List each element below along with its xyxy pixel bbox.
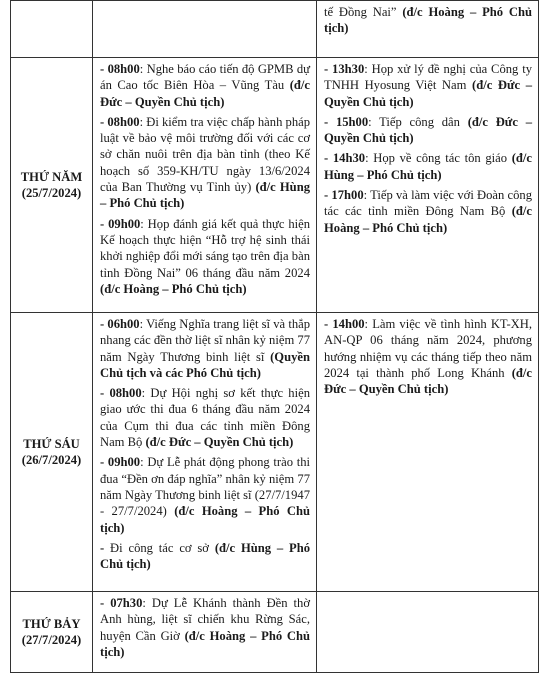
schedule-entry [324,61,532,110]
entry-assignee: (đ/c Hoàng – Phó Chủ tịch) [324,5,532,36]
entry-time: 13h30 [332,62,365,76]
schedule-entry [100,595,310,660]
entry-assignee: (đ/c Hoàng – Phó Chủ tịch) [100,281,247,296]
entry-bullet: - [100,317,108,331]
entry-assignee: (đ/c Đức – Quyền Chủ tịch) [100,78,310,109]
entry-assignee: (đ/c Hoàng – Phó Chủ tịch) [324,204,532,235]
schedule-entry [324,187,532,236]
day-date: (25/7/2024) [21,186,82,200]
day-cell [11,1,93,58]
schedule-entry [324,316,532,397]
afternoon-cell [317,313,539,592]
entry-text: : Nghe báo cáo tiến độ GPMB dự án Cao tốc Biên Hòa – Vũng Tàu [100,62,311,93]
entry-text: : Dự Lễ phát động phong trào thi đua “Đền ơn đáp nghĩa” nhân kỷ niệm 77 năm Ngày Thương binh liệt sĩ (27/7/1947 - 27/7/2024) [100,455,310,519]
day-date: (27/7/2024) [21,633,82,647]
afternoon-cell [317,58,539,313]
entry-text: : Đi kiểm tra việc chấp hành pháp luật về bảo vệ môi trường đối với các cơ sở chăn nuôi trên địa bàn tỉnh (theo Kế hoạch số 359-KH/TU ngày 13/6/2024 của Ban Thường vụ Tỉnh ủy) [100,114,311,195]
afternoon-cell [317,1,539,58]
schedule-table [10,0,539,673]
schedule-entry [100,540,310,573]
entry-text: Đi công tác cơ sở [110,540,215,555]
entry-time: 08h00 [107,62,140,76]
entry-bullet: - [100,540,111,555]
entry-text: tế Đồng Nai” [324,5,403,19]
schedule-entry [100,385,310,450]
entry-text: : Dự Hội nghị sơ kết thực hiện giao ước thi đua 6 tháng đầu năm 2024 của Cụm thi đua các tỉnh miền Đông Nam Bộ [100,386,310,450]
morning-cell [93,313,317,592]
entry-time: 09h00 [108,216,141,231]
entry-bullet: - [324,114,336,129]
entry-time: 17h00 [331,188,364,203]
entry-text: : Tiếp công dân [368,114,468,129]
entry-bullet: - [100,386,110,401]
entry-bullet: - [324,151,333,166]
entry-bullet: - [100,455,108,470]
day-name: THỨ BẢY [22,616,81,631]
entry-assignee: (đ/c Đức – Quyền Chủ tịch) [324,365,532,397]
schedule-entry [100,316,310,381]
entry-time: 15h00 [335,114,369,129]
entry-text: : Viếng Nghĩa trang liệt sĩ và thắp nhang các đền thờ liệt sĩ nhân kỷ niệm 77 năm Ngày Thương binh liệt sĩ [100,317,311,364]
schedule-row [11,313,539,592]
entry-time: 08h00 [107,114,140,129]
entry-time: 06h00 [107,317,140,331]
day-cell [11,592,93,673]
entry-text: : Họp đánh giá kết quả thực hiện Kế hoạch thực hiện “Hỗ trợ hệ sinh thái khởi nghiệp đổi mới sáng tạo trên địa bàn tỉnh Đồng Nai” 06 tháng đầu năm 2024 [100,216,311,280]
entry-assignee: (đ/c Đức – Quyền Chủ tịch) [324,114,532,146]
entry-assignee: (đ/c Đức – Quyền Chủ tịch) [324,78,533,109]
afternoon-cell [317,592,539,673]
entry-text: : Họp xử lý đề nghị của Công ty TNHH Hyosung Việt Nam [324,62,532,93]
entry-assignee: (đ/c Hùng – Phó Chủ tịch) [324,151,532,182]
schedule-entry [324,150,532,183]
morning-cell [93,1,317,58]
entry-text: : Họp về công tác tôn giáo [365,151,512,166]
entry-assignee: (đ/c Hoàng – Phó Chủ tịch) [100,504,310,535]
entry-time: 09h00 [107,455,141,470]
entry-bullet: - [324,62,333,76]
entry-bullet: - [324,317,333,331]
entry-time: 07h30 [110,596,143,610]
schedule-entry [100,61,310,110]
entry-assignee: (Quyền Chủ tịch và các Phó Chủ tịch) [100,349,310,380]
entry-text: : Dự Lễ Khánh thành Đền thờ Anh hùng, liệt sĩ chiến khu Rừng Sác, huyện Cần Giờ [100,596,310,643]
schedule-row [11,58,539,313]
day-cell [11,58,93,313]
entry-text: : Làm việc về tình hình KT-XH, AN-QP 06 tháng năm 2024, phương hướng nhiệm vụ các tháng tiếp theo năm 2024 tại thành phố Long Khánh [324,317,532,380]
entry-time: 08h00 [109,386,142,401]
schedule-entry [324,114,532,147]
day-name: THỨ SÁU [23,436,80,451]
entry-bullet: - [324,188,332,203]
day-date: (26/7/2024) [21,453,82,467]
day-name: THỨ NĂM [20,169,83,184]
entry-bullet: - [100,216,109,231]
entry-bullet: - [100,114,108,129]
schedule-row [11,592,539,673]
morning-cell [93,592,317,673]
entry-bullet: - [100,62,108,76]
entry-bullet: - [100,596,111,610]
schedule-entry [100,114,310,212]
schedule-entry [100,216,310,297]
morning-cell [93,58,317,313]
entry-assignee: (đ/c Hùng – Phó Chủ tịch) [100,540,311,572]
entry-time: 14h30 [332,151,366,166]
schedule-entry [100,454,310,535]
entry-text: : Tiếp và làm việc với Đoàn công tác các tỉnh miền Đông Nam Bộ [324,188,533,219]
entry-time: 14h00 [332,317,365,331]
entry-assignee: (đ/c Hoàng – Phó Chủ tịch) [100,628,310,659]
day-cell [11,313,93,592]
schedule-entry [324,4,532,37]
entry-assignee: (đ/c Đức – Quyền Chủ tịch) [145,435,294,450]
schedule-row [11,1,539,58]
entry-assignee: (đ/c Hùng – Phó Chủ tịch) [100,180,310,211]
